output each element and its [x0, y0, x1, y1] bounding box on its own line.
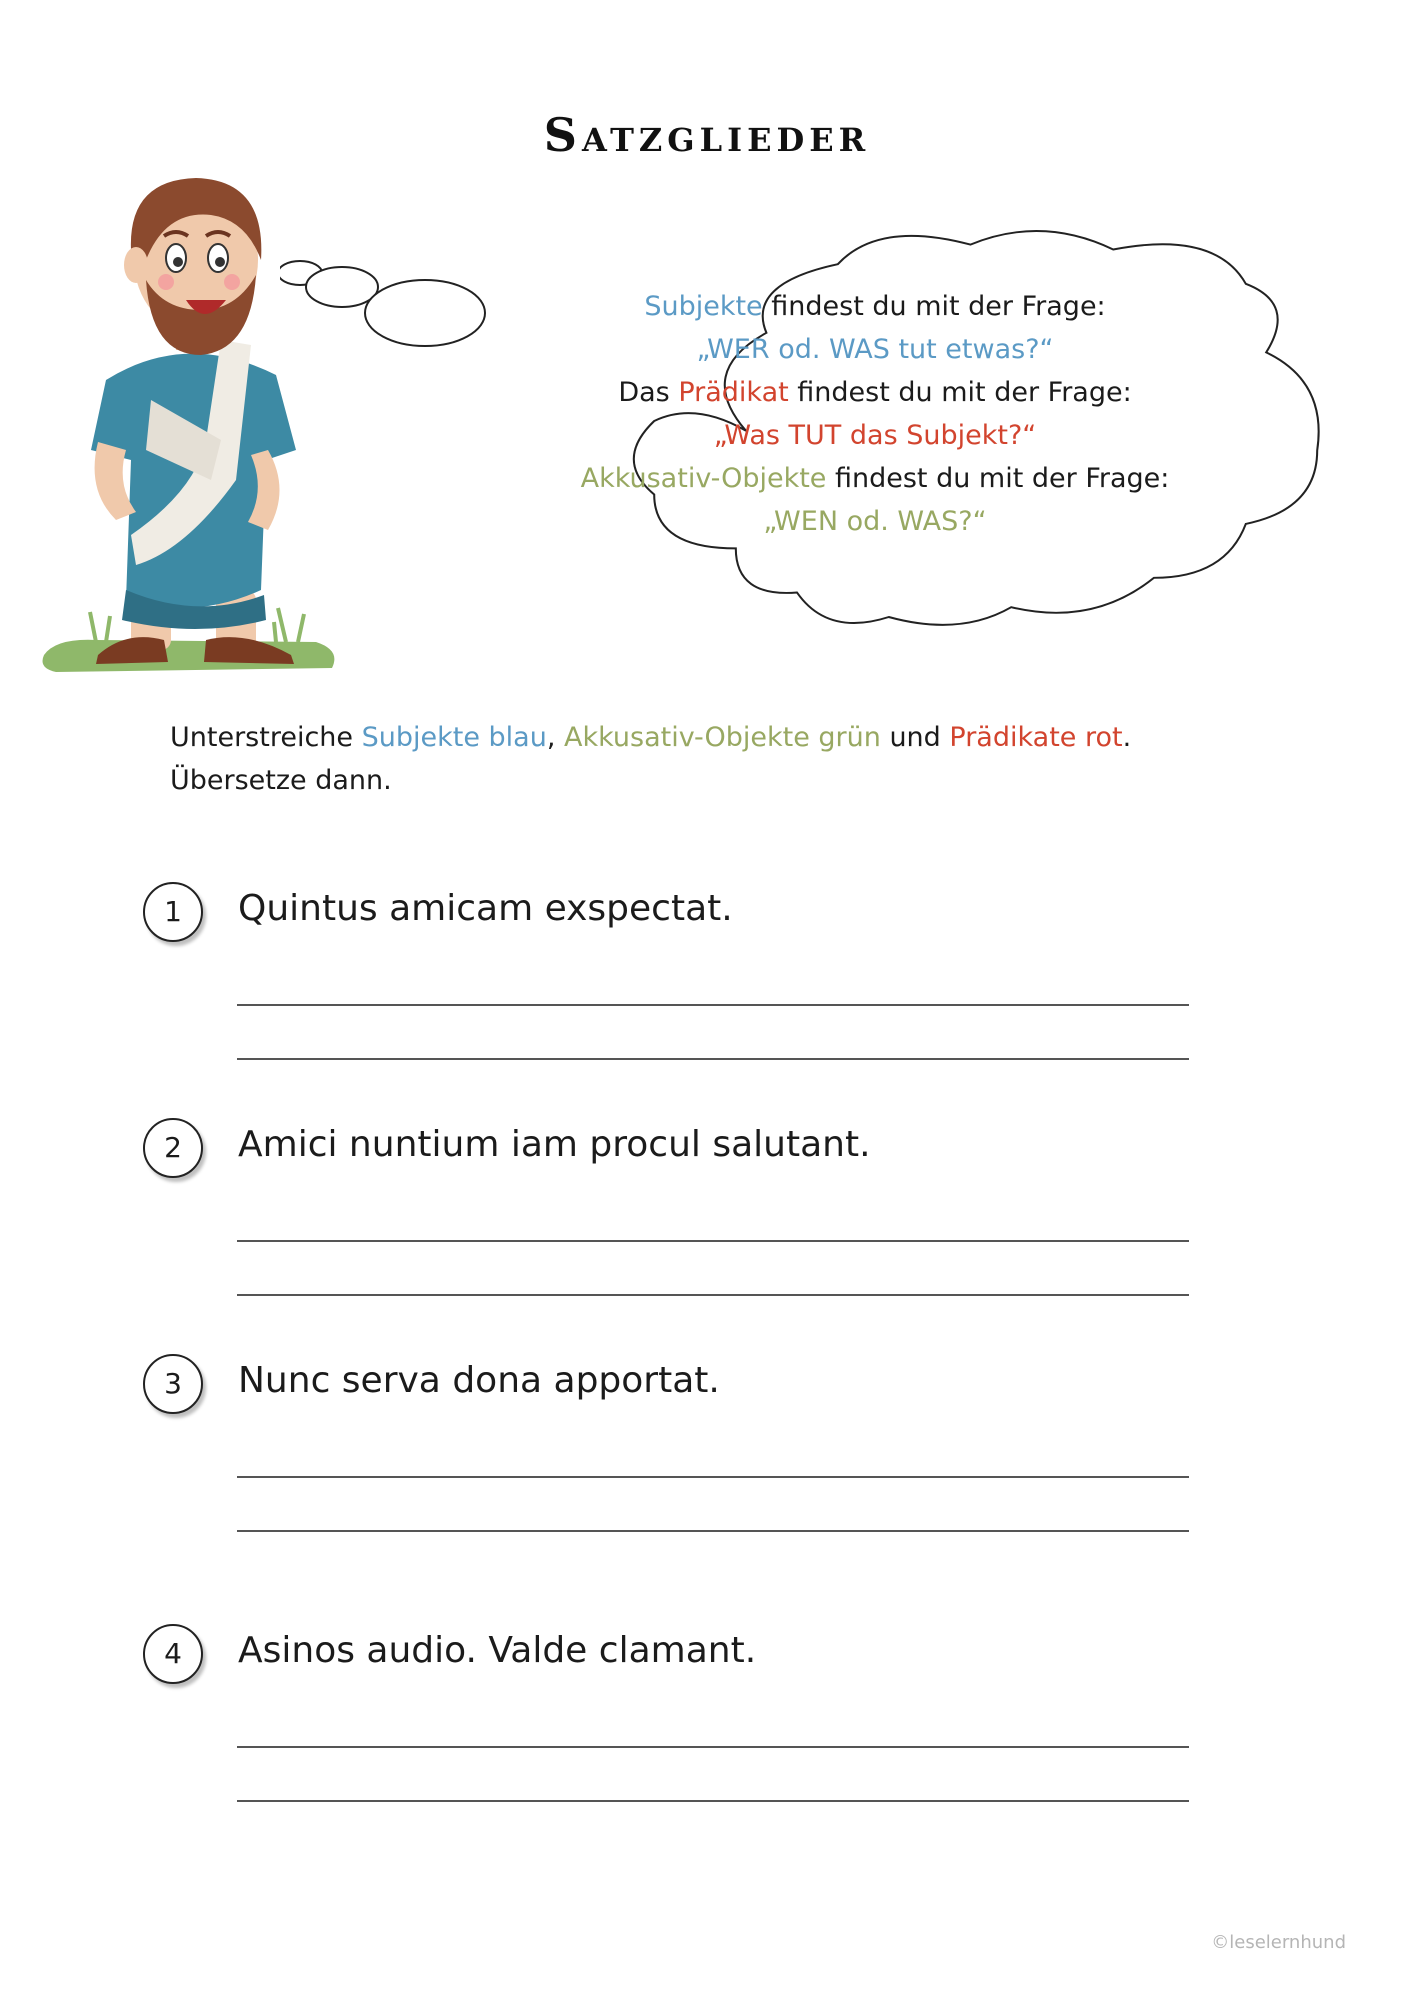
instruction-predicates: Prädikate rot	[949, 722, 1123, 753]
instruction-subjects: Subjekte blau	[361, 722, 547, 753]
task-3	[0, 1354, 1414, 1554]
task-sentence: Asinos audio. Valde clamant.	[238, 1630, 757, 1671]
instructions-line-2: Übersetze dann.	[170, 765, 392, 796]
page-title: Satzglieder	[543, 108, 871, 162]
bubble-line-predicate: Das Prädikat findest du mit der Frage:	[618, 377, 1132, 408]
task-number: 1	[143, 882, 203, 942]
task-number: 2	[143, 1118, 203, 1178]
copyright-notice: ©leselernhund	[1211, 1932, 1346, 1953]
subjects-term: Subjekte	[644, 291, 763, 322]
answer-line[interactable]	[237, 1530, 1189, 1532]
bubble-question-objects: „WEN od. WAS?“	[763, 506, 987, 537]
task-sentence: Amici nuntium iam procul salutant.	[238, 1124, 871, 1165]
task-number: 4	[143, 1624, 203, 1684]
task-2	[0, 1118, 1414, 1318]
predicate-term: Prädikat	[678, 377, 789, 408]
bubble-text	[560, 285, 1190, 543]
instruction-objects: Akkusativ-Objekte grün	[564, 722, 881, 753]
instructions-line-1: Unterstreiche Subjekte blau, Akkusativ-Objekte grün und Prädikate rot.	[170, 722, 1132, 753]
task-sentence: Nunc serva dona apportat.	[238, 1360, 720, 1401]
answer-line[interactable]	[237, 1294, 1189, 1296]
answer-line[interactable]	[237, 1746, 1189, 1748]
answer-line[interactable]	[237, 1004, 1189, 1006]
task-4	[0, 1624, 1414, 1824]
task-number: 3	[143, 1354, 203, 1414]
answer-line[interactable]	[237, 1800, 1189, 1802]
answer-line[interactable]	[237, 1058, 1189, 1060]
bubble-question-predicate: „Was TUT das Subjekt?“	[713, 420, 1037, 451]
answer-line[interactable]	[237, 1240, 1189, 1242]
instructions	[170, 716, 1270, 802]
answer-line[interactable]	[237, 1476, 1189, 1478]
bubble-question-subjects: „WER od. WAS tut etwas?“	[696, 334, 1054, 365]
objects-term: Akkusativ-Objekte	[580, 463, 827, 494]
task-sentence: Quintus amicam exspectat.	[238, 888, 733, 929]
bubble-line-objects: Akkusativ-Objekte findest du mit der Frage:	[580, 463, 1170, 494]
bubble-line-subjects: Subjekte findest du mit der Frage:	[644, 291, 1106, 322]
task-1	[0, 882, 1414, 1082]
